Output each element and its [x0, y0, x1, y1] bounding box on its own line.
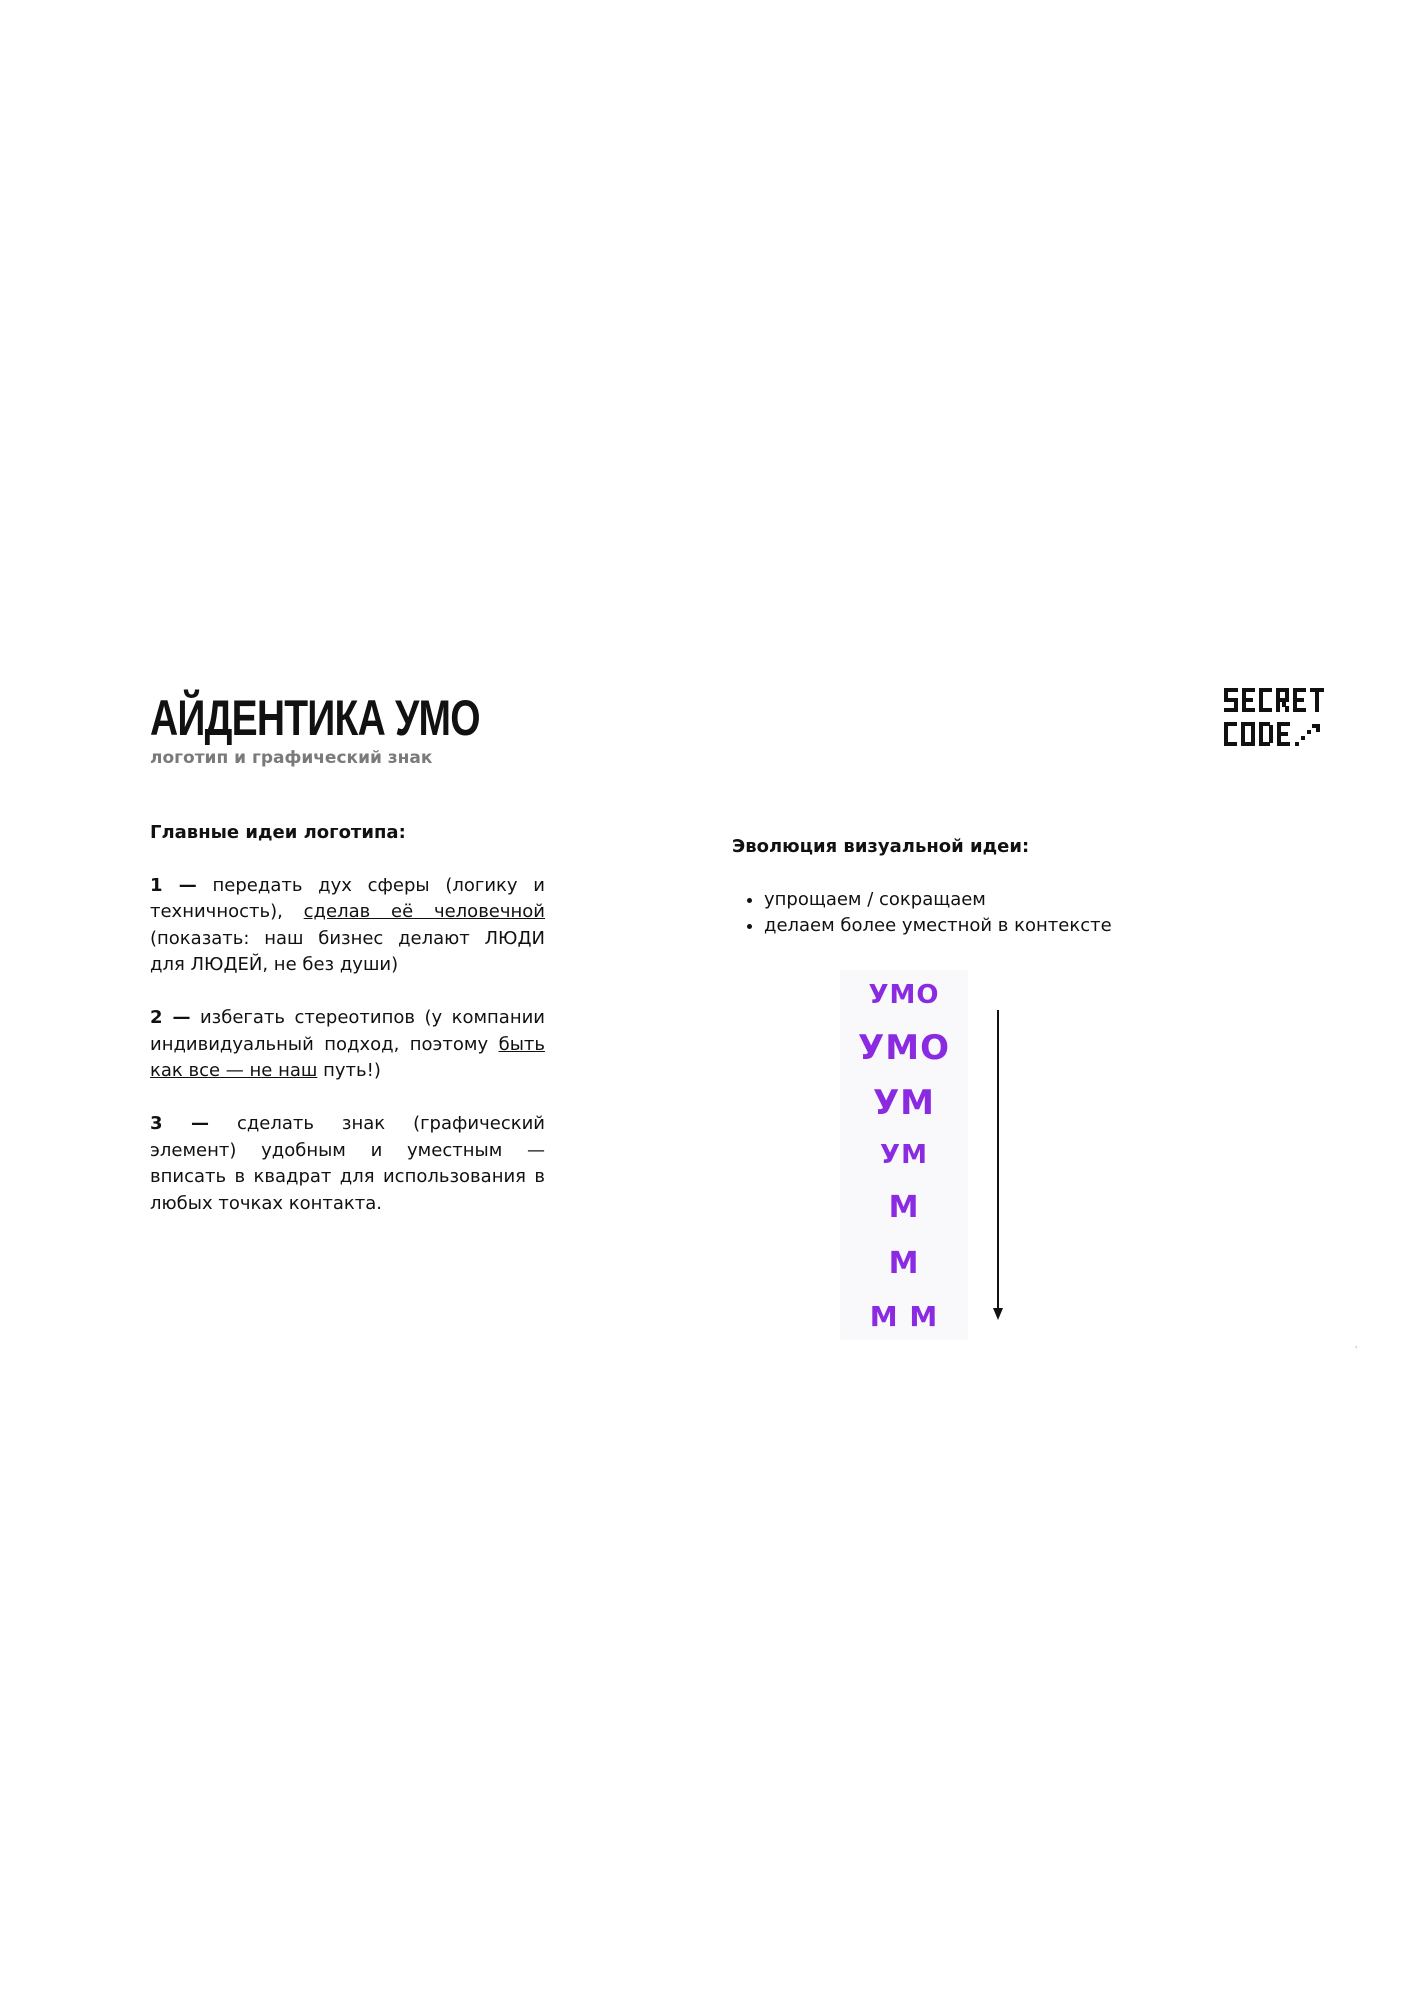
evolution-list-item: • делаем более уместной в контексте [764, 913, 1252, 940]
idea-underlined-text: быть как все — не наш [150, 1033, 545, 1081]
evolution-list-item: • упрощаем / сокращаем [764, 887, 1252, 914]
idea-text: сделать знак (графический элемент) удобным и уместным — вписать в квадрат для использования в любых точках контакта. [150, 1113, 545, 1214]
idea-number: 3 — [150, 1113, 209, 1134]
evolution-list [732, 887, 1252, 940]
idea-item-1 [150, 873, 545, 979]
logo-evolution-step-4: УМ [880, 1140, 928, 1170]
evolution-heading: Эволюция визуальной идеи: [732, 836, 1030, 857]
edge-mark: ‹ [1355, 1344, 1358, 1351]
page-subtitle: логотип и графический знак [150, 748, 433, 768]
logo-ideas-heading: Главные идеи логотипа: [150, 822, 406, 843]
page-title: АЙДЕНТИКА УМО [150, 690, 480, 746]
idea-text: путь!) [323, 1060, 381, 1081]
logo-ideas-section [150, 820, 545, 1244]
idea-underlined-text: сделав её человечной [303, 901, 545, 922]
logo-evolution-step-2: УМО [858, 1028, 950, 1068]
secret-code-logo [1224, 688, 1334, 752]
idea-item-2 [150, 1005, 545, 1085]
logo-evolution-step-1: УМО [868, 980, 940, 1010]
down-arrow-icon [992, 1010, 1004, 1320]
idea-text: избегать стереотипов (у компании индивидуальный подход, поэтому [150, 1007, 545, 1055]
evolution-section [732, 834, 1252, 940]
logo-evolution-step-5: М [888, 1190, 920, 1225]
logo-evolution-step-7: М М [869, 1300, 939, 1333]
logo-evolution-step-6: М [888, 1246, 920, 1281]
idea-text: (показать: наш бизнес делают ЛЮДИ для ЛЮДЕЙ, не без души) [150, 927, 545, 975]
idea-item-3 [150, 1111, 545, 1217]
idea-number: 2 — [150, 1007, 191, 1028]
logo-evolution-strip [840, 970, 968, 1340]
idea-number: 1 — [150, 874, 197, 896]
logo-evolution-step-3: УМ [872, 1083, 936, 1123]
idea-text: передать дух сферы (логику и техничность), [150, 874, 545, 922]
